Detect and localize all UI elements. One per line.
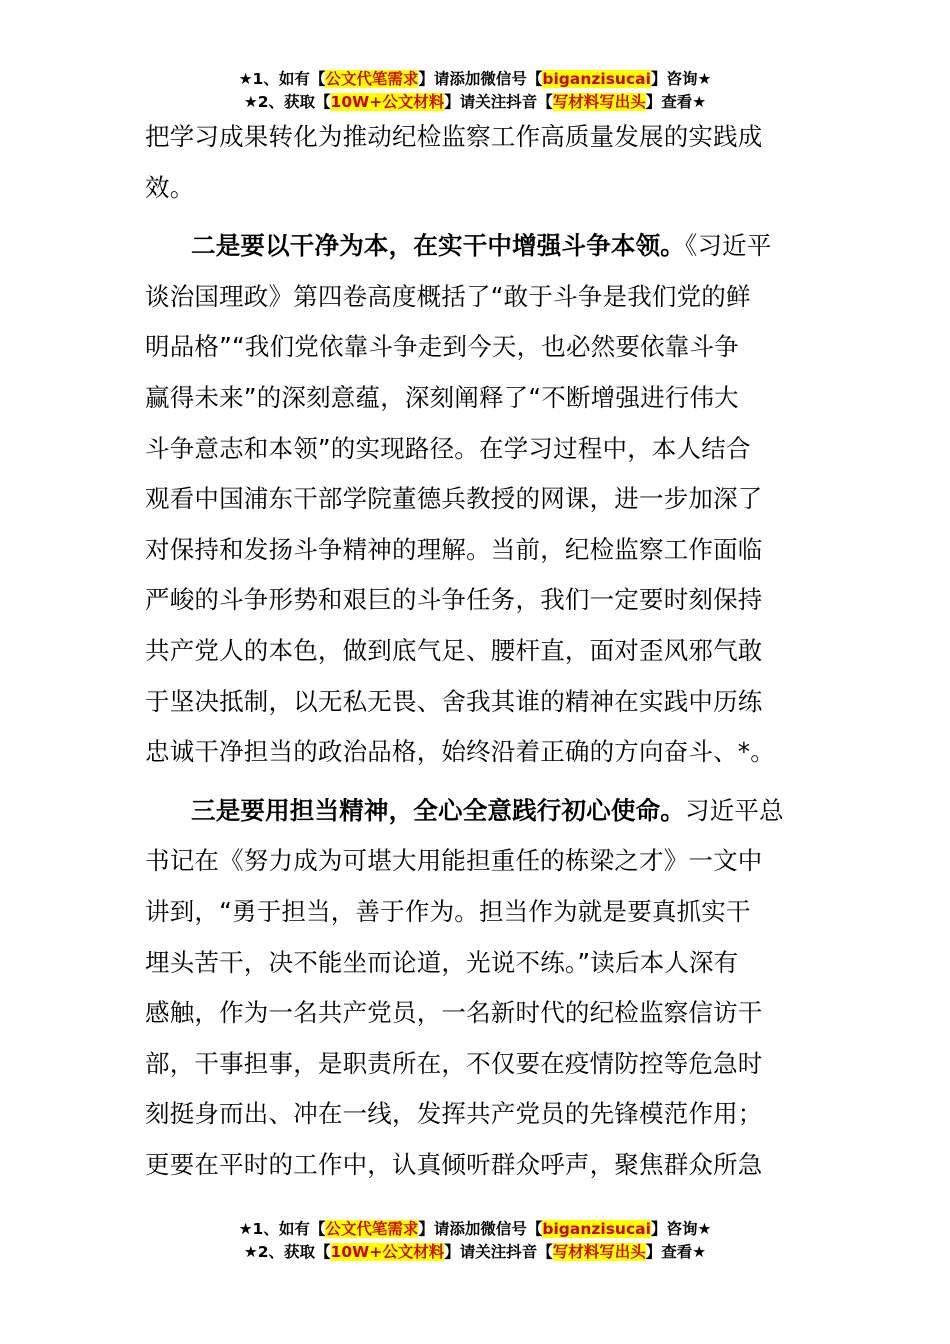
promo-highlight-materials: 10W+公文材料 [330,93,445,111]
text-line: 刻挺身而出、冲在一线，发挥共产党员的先锋模范作用； [145,1099,763,1129]
text-line: 明品格”“我们党依靠斗争走到今天，也必然要依靠斗争 [145,332,739,362]
text-line: 严峻的斗争形势和艰巨的斗争任务，我们一定要时刻保持 [145,585,763,615]
paragraph-1 [145,112,810,213]
promo-line-2: ★2、获取【10W+公文材料】请关注抖音【写材料写出头】查看★ [243,1243,707,1261]
text-line: 忠诚干净担当的政治品格，始终沿着正确的方向奋斗、*。 [145,737,775,767]
text-line: 共产党人的本色，做到底气足、腰杆直，面对歪风邪气敢 [145,635,763,665]
text-line: 于坚决抵制，以无私无畏、舍我其谁的精神在实践中历练 [145,686,763,716]
promo-highlight-service: 公文代笔需求 [325,1220,419,1238]
promo-highlight-wechat-id: biganzisucai [542,70,651,88]
paragraph-heading: 三是要用担当精神，全心全意践行初心使命。 [191,795,685,825]
footer-promo-banner [0,1218,950,1264]
text-line: 斗争意志和本领”的实现路径。在学习过程中，本人结合 [145,433,751,463]
paragraph-first-line: 二是要以干净为本，在实干中增强斗争本领。《习近平 [191,231,772,261]
text-line: 赢得未来”的深刻意蕴，深刻阐释了“不断增强进行伟大 [145,382,739,412]
text-line: 把学习成果转化为推动纪检监察工作高质量发展的实践成 [145,122,763,151]
paragraph-2 [145,221,810,778]
paragraph-3 [145,786,810,1191]
text-line: 谈治国理政》第四卷高度概括了“敢于斗争是我们党的鲜 [145,281,751,311]
header-promo-banner [0,68,950,114]
promo-highlight-wechat-id: biganzisucai [542,1220,651,1238]
promo-line-2: ★2、获取【10W+公文材料】请关注抖音【写材料写出头】查看★ [243,93,707,111]
text-line: 感触，作为一名共产党员，一名新时代的纪检监察信访干 [145,998,763,1028]
text-line: 讲到，“勇于担当，善于作为。担当作为就是要真抓实干 [145,896,751,926]
promo-highlight-service: 公文代笔需求 [325,70,419,88]
text-line: 更要在平时的工作中，认真倾听群众呼声，聚焦群众所急 [145,1149,763,1179]
text-line: 效。 [145,172,195,202]
document-body [145,112,810,1190]
promo-highlight-materials: 10W+公文材料 [330,1243,445,1261]
promo-line-1: ★1、如有【公文代笔需求】请添加微信号【biganzisucai】咨询★ [238,1220,712,1238]
promo-highlight-douyin: 写材料写出头 [552,1243,646,1261]
promo-line-1: ★1、如有【公文代笔需求】请添加微信号【biganzisucai】咨询★ [238,70,712,88]
text-line: 部，干事担事，是职责所在，不仅要在疫情防控等危急时 [145,1048,763,1078]
paragraph-first-line: 三是要用担当精神，全心全意践行初心使命。习近平总 [191,795,784,825]
text-line: 对保持和发扬斗争精神的理解。当前，纪检监察工作面临 [145,534,763,564]
text-line: 观看中国浦东干部学院董德兵教授的网课，进一步加深了 [145,484,763,514]
text-line: 书记在《努力成为可堪大用能担重任的栋梁之才》一文中 [145,846,763,876]
promo-highlight-douyin: 写材料写出头 [552,93,646,111]
paragraph-heading: 二是要以干净为本，在实干中增强斗争本领。 [191,231,685,261]
text-line: 埋头苦干，决不能坐而论道，光说不练。”读后本人深有 [145,947,739,977]
